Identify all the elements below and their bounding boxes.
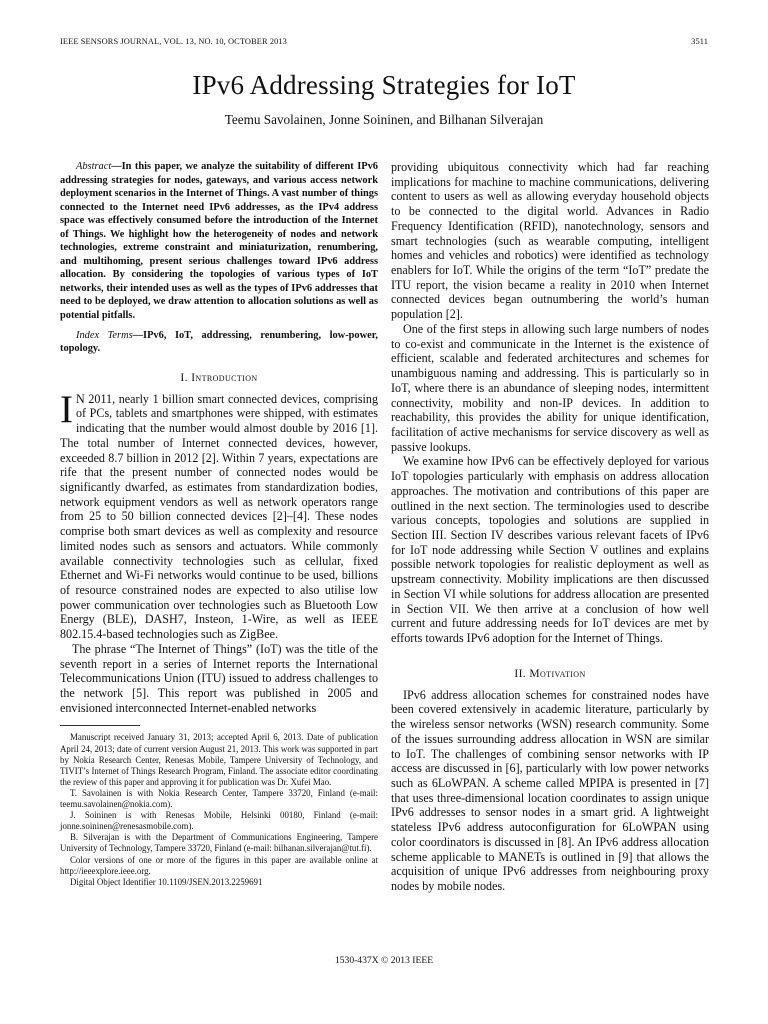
section-heading-introduction [60, 372, 378, 384]
footnote-author-1: T. Savolainen is with Nokia Research Center, Tampere 33720, Finland (e-mail: teemu.savolainen@nokia.com). [60, 787, 378, 810]
first-word-rest: N [76, 391, 85, 406]
running-head [60, 37, 708, 51]
left-column [60, 160, 378, 888]
page-number: 3511 [691, 37, 708, 46]
intro-paragraph-3: One of the first steps in allowing such large numbers of nodes to co-exist and communicate in the Internet is the existence of efficient, scalable and federated architectures and schemes for unambiguous naming and addressing. This is particularly so in IoT, where there is an abundance of sleeping nodes, intermittent connectivity, mobility and non-IP devices. In addition to reachability, this provides the ability for unique identification, facilitation of active mechanisms for service discovery as well as passive lookups. [391, 321, 709, 454]
abstract [60, 160, 378, 323]
journal-name: IEEE SENSORS JOURNAL, VOL. 13, NO. 10, OCTOBER 2013 [60, 37, 287, 46]
footnote-doi: Digital Object Identifier 10.1109/JSEN.2013.2259691 [70, 876, 263, 887]
section-numeral: II. [514, 667, 530, 680]
section-numeral: I. [180, 371, 192, 384]
abstract-text: —In this paper, we analyze the suitability of different IPv6 addressing strategies for nodes, gateways, and various access network deployment scenarios in the Internet of Things. A vast number of things connected to the Internet need IPv6 addresses, as the IPv4 address space was effectively consumed before the introduction of the Internet of Things. We highlight how the heterogeneity of nodes and network technologies, extreme constraint and miniaturization, renumbering, and multihoming, present serious challenges toward IPv6 address allocation. By considering the topologies of various types of IoT networks, their intended uses as well as the types of IPv6 addresses that need to be deployed, we draw attention to allocation solutions as well as potential pitfalls. [60, 161, 378, 322]
intro-paragraph-1-text: 2011, nearly 1 billion smart connected devices, comprising of PCs, tablets and smartphones were shipped, with estimates indicating that the number would almost double by 2016 [1]. The total number of Internet connected devices, however, exceeded 8.7 billion in 2012 [2]. Within 7 years, expectations are rife that the present number of connected nodes would be significantly dwarfed, as estimates from standardization bodies, network equipment vendors as well as network operators range from 25 to 50 billion connected devices [2]–[4]. These nodes comprise both smart devices as well as complexity and resource limited nodes such as sensors and actuators. While commonly available connectivity technologies such as cellular, fixed Ethernet and Wi-Fi networks would continue to be used, billions of resource constrained nodes are expected to also utilise low power communication over technologies such as Bluetooth Low Energy (BLE), DASH7, Insteon, 1-Wire, as well as IEEE 802.15.4-based technologies such as ZigBee. [60, 391, 378, 642]
abstract-label: Abstract [76, 161, 112, 172]
intro-paragraph-1 [60, 387, 378, 642]
section-title: Introduction [191, 371, 258, 384]
intro-paragraph-4: We examine how IPv6 can be effectively deployed for various IoT topologies particularly with emphasis on address allocation approaches. The motivation and contributions of this paper are outlined in the next section. The terminologies used to describe various concepts, topologies and solutions are supplied in Section III. Section IV describes various relevant facets of IPv6 for IoT node addressing while Section V outlines and explains possible network topologies for realistic deployment as well as upstream connectivity. Mobility implications are then discussed in Section VI while solutions for address allocation are presented in Section VII. We then arrive at a conclusion of how well current and future addressing needs for IoT devices are met by efforts towards IPv6 adoption for the Internet of Things. [391, 454, 709, 645]
index-terms-label: Index Terms [76, 329, 133, 341]
paper-title: IPv6 Addressing Strategies for IoT [192, 70, 576, 100]
section-heading-motivation [391, 668, 709, 680]
footnote-divider [60, 725, 140, 726]
copyright-footer: 1530-437X © 2013 IEEE [334, 955, 434, 966]
footnote-color-versions: Color versions of one or more of the figures in this paper are available online at http://ieeexplore.ieee.org. [60, 854, 378, 876]
right-column [391, 160, 709, 894]
index-terms [60, 329, 378, 356]
footnotes [60, 732, 378, 887]
intro-paragraph-2-continued: providing ubiquitous connectivity which had far reaching implications for machine to machine communications, delivering content to users as well as allowing everyday household objects to be connected to the digital world. Advances in Radio Frequency Identification (RFID), nanotechnology, sensors and smart technologies (such as wearable computing, intelligent homes and vehicles and robotics) were identified as technology enablers for IoT. While the origins of the term “IoT” predate the ITU report, the vision became a reality in 2010 when Internet connected devices began outnumbering the world’s human population [2]. [391, 160, 709, 322]
footnote-author-3: B. Silverajan is with the Department of Communications Engineering, Tampere University of Technology, Tampere 33720, Finland (e-mail: bilhanan.silverajan@tut.fi). [60, 832, 378, 854]
footnote-manuscript: Manuscript received January 31, 2013; accepted April 6, 2013. Date of publication April 24, 2013; date of current version August 21, 2013. This work was supported in part by Nokia Research Center, Renesas Mobile, Tampere University of Technology, and TIVIT’s Internet of Things Research Program, Finland. The associate editor coordinating the review of this paper and approving it for publication was Dr. Xufei Mao. [60, 732, 378, 787]
section-title: Motivation [529, 667, 586, 680]
drop-cap: I [60, 387, 73, 431]
intro-paragraph-2: The phrase “The Internet of Things” (IoT) was the title of the seventh report in a series of Internet reports the International Telecommunications Union (ITU) issued to address challenges to the network [5]. This report was published in 2005 and envisioned interconnected Internet-enabled networks [60, 641, 378, 715]
author-list: Teemu Savolainen, Jonne Soininen, and Bilhanan Silverajan [224, 112, 544, 127]
motivation-paragraph-1: IPv6 address allocation schemes for constrained nodes have been covered extensively in academic literature, particularly by the wireless sensor networks (WSN) research community. Some of the issues surrounding address allocation in WSN are similar to IoT. The challenges of combining sensor networks with IP access are discussed in [6], particularly with low power networks such as 6LoWPAN. A scheme called MPIPA is presented in [7] that uses three-dimensional location coordinates to assign unique IPv6 addresses to sensor nodes in a smart grid. A lightweight stateless IPv6 address autoconfiguration for 6LoWPAN using color coordinators is discussed in [8]. An IPv6 address allocation scheme applicable to MANETs is outlined in [9] that allows the acquisition of unique IPv6 addresses from neighbouring proxy nodes by mobile nodes. [391, 687, 709, 894]
index-terms-text: —IPv6, IoT, addressing, renumbering, low-power, topology. [60, 329, 378, 355]
footnote-author-2: J. Soininen is with Renesas Mobile, Helsinki 00180, Finland (e-mail: jonne.soininen@renesasmobile.com). [60, 810, 378, 832]
